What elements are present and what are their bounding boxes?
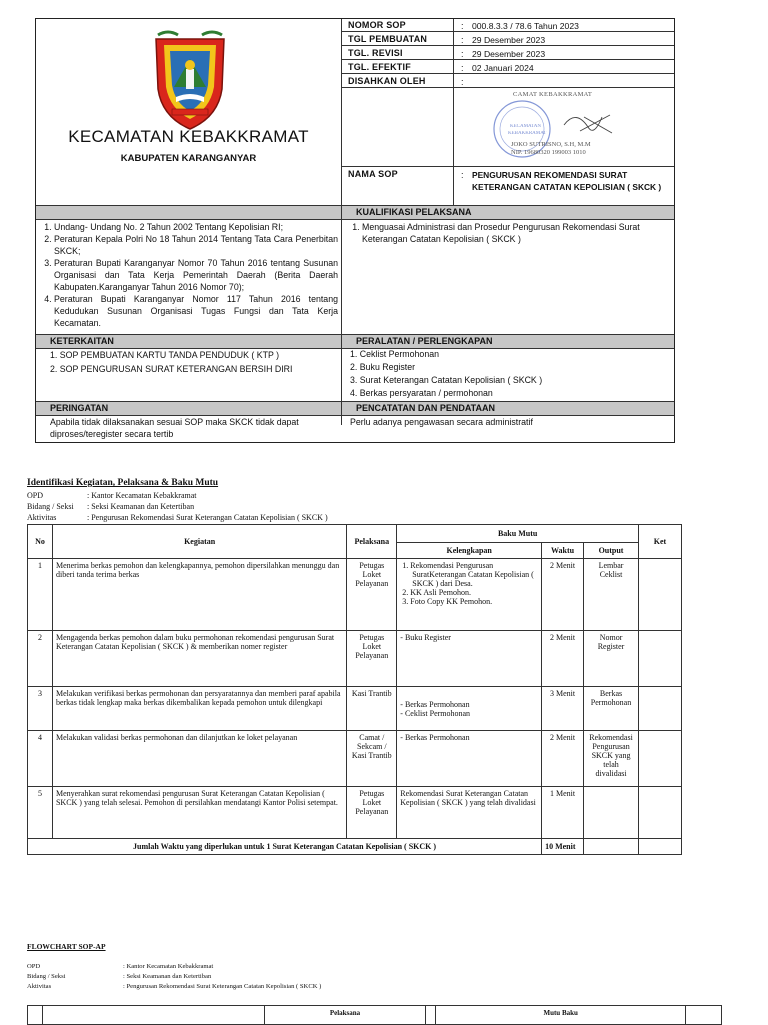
kabupaten-emblem-logo bbox=[148, 29, 232, 131]
row-kegiatan: Menyerahkan surat rekomendasi pengurusan Surat Keterangan Catatan Kepolisian ( SKCK ) yang telah selesai. Pemohon di persilahkan mendatangi Kantor Polisi setempat. bbox=[52, 787, 346, 839]
kualifikasi-item: 1. Menguasai Administrasi dan Prosedur Pengurusan Rekomendasi Surat Keterangan Catatan Kepolisian ( SKCK ) bbox=[362, 221, 670, 245]
row-waktu: 2 Menit bbox=[542, 559, 584, 631]
dasar-hukum-item: 4. Peraturan Bupati Karanganyar Nomor 117 Tahun 2016 tentang Kedudukan Susunan Organisasi Tugas Fungsi dan Tata Kerja Kecamatan. bbox=[54, 293, 338, 329]
row-ket bbox=[639, 559, 682, 631]
dasar-hukum-band bbox=[36, 206, 341, 219]
row-ket bbox=[639, 687, 682, 731]
col-header-kegiatan: Kegiatan bbox=[52, 525, 346, 559]
row-waktu: 2 Menit bbox=[542, 631, 584, 687]
table-row bbox=[28, 787, 682, 839]
org-title: KECAMATAN KEBAKKRAMAT bbox=[68, 127, 309, 146]
row-no: 2 bbox=[28, 631, 53, 687]
row-pelaksana: Camat / Sekcam / Kasi Trantib bbox=[347, 731, 397, 787]
peralatan-item: 3. Surat Keterangan Catatan Kepolisian ( SKCK ) bbox=[350, 375, 543, 385]
row-kelengkapan: - Berkas Permohonan bbox=[397, 731, 542, 787]
row-no: 5 bbox=[28, 787, 53, 839]
row-waktu: 3 Menit bbox=[542, 687, 584, 731]
nama-sop-value: PENGURUSAN REKOMENDASI SURAT KETERANGAN CATATAN KEPOLISIAN ( SKCK ) bbox=[472, 170, 662, 192]
info-key: Bidang / Seksi bbox=[27, 502, 74, 511]
row-output bbox=[584, 787, 639, 839]
kelengkapan-item: 1. Rekomendasi Pengurusan SuratKeterangan Catatan Kepolisian ( SKCK ) dari Desa. bbox=[402, 561, 534, 588]
org-subtitle: KABUPATEN KARANGANYAR bbox=[120, 153, 257, 164]
pencatatan-text: Perlu adanya pengawasan secara administratif bbox=[350, 417, 533, 427]
dasar-hukum-item: 3. Peraturan Bupati Karanganyar Nomor 70 Tahun 2016 tentang Susunan Organisasi dan Tata Kerja Pemerintah Daerah (Berita Daerah Kabupaten.Karanganyar Tahun 2016 Nomor 70); bbox=[54, 257, 338, 293]
keterkaitan-label: KETERKAITAN bbox=[36, 335, 341, 348]
row-pelaksana: Petugas Loket Pelayanan bbox=[347, 631, 397, 687]
row-kelengkapan: - Buku Register bbox=[397, 631, 542, 687]
flowchart-title: FLOWCHART SOP-AP bbox=[27, 942, 106, 951]
dasar-hukum-item: 2. Peraturan Kepala Polri No 18 Tahun 2014 Tentang Tata Cara Penerbitan SKCK; bbox=[54, 233, 338, 257]
flow-col-pelaksana: Pelaksana bbox=[264, 1006, 426, 1025]
kualifikasi-label: KUALIFIKASI PELAKSANA bbox=[342, 206, 674, 219]
peralatan-label: PERALATAN / PERLENGKAPAN bbox=[342, 335, 674, 348]
row-pelaksana: Petugas Loket Pelayanan bbox=[347, 787, 397, 839]
info-value: : Seksi Keamanan dan Ketertiban bbox=[87, 502, 195, 511]
col-header-ket: Ket bbox=[639, 525, 682, 559]
row-kelengkapan: Rekomendasi Surat Keterangan Catatan Kepolisian ( SKCK ) yang telah divalidasi bbox=[397, 787, 542, 839]
row-kegiatan: Mengagenda berkas pemohon dalam buku permohonan rekomendasi pengurusan Surat Keterangan Catatan Kepolisian ( SKCK ) & memberikan nomer register bbox=[52, 631, 346, 687]
info-value: : Kantor Kecamatan Kebakkramat bbox=[87, 491, 197, 500]
kelengkapan-item: - Ceklist Permohonan bbox=[400, 708, 471, 718]
row-no: 4 bbox=[28, 731, 53, 787]
total-empty-ket bbox=[639, 839, 682, 855]
meta-label-tgl-revisi: TGL. REVISI bbox=[348, 48, 403, 58]
info-value: : Pengurusan Rekomendasi Surat Keterangan Catatan Kepolisian ( SKCK ) bbox=[87, 513, 328, 522]
meta-value-tgl-pembuatan: 29 Desember 2023 bbox=[472, 35, 546, 45]
flow-col-mutu-baku: Mutu Baku bbox=[436, 1006, 686, 1025]
col-header-output: Output bbox=[584, 543, 639, 559]
row-kegiatan: Menerima berkas pemohon dan kelengkapannya, pemohon dipersilahkan menunggu dan diberi tanda terima berkas bbox=[52, 559, 346, 631]
row-pelaksana: Kasi Trantib bbox=[347, 687, 397, 731]
stamp-nip: NIP. 19680320 199003 1010 bbox=[511, 149, 586, 156]
row-ket bbox=[639, 731, 682, 787]
kelengkapan-item: - Berkas Permohonan bbox=[400, 699, 470, 709]
kualifikasi-list bbox=[348, 221, 670, 245]
row-kelengkapan bbox=[397, 559, 542, 631]
peralatan-item: 4. Berkas persyaratan / permohonan bbox=[350, 388, 493, 398]
info-key: Aktivitas bbox=[27, 513, 57, 522]
info-key: Bidang / Seksi bbox=[27, 973, 66, 980]
identifikasi-table bbox=[27, 524, 682, 855]
dasar-hukum-item: 1. Undang- Undang No. 2 Tahun 2002 Tentang Kepolisian RI; bbox=[54, 221, 338, 233]
row-ket bbox=[639, 631, 682, 687]
info-value: : Seksi Keamanan dan Ketertiban bbox=[123, 973, 212, 980]
flowchart-table bbox=[27, 1005, 722, 1025]
meta-label-tgl-pembuatan: TGL PEMBUATAN bbox=[348, 34, 428, 44]
peringatan-label: PERINGATAN bbox=[36, 402, 341, 415]
flow-col-no bbox=[28, 1006, 43, 1025]
meta-value-nomor-sop: 000.8.3.3 / 78.6 Tahun 2023 bbox=[472, 21, 579, 31]
row-output: Berkas Permohonan bbox=[584, 687, 639, 731]
total-value: 10 Menit bbox=[542, 839, 584, 855]
row-waktu: 1 Menit bbox=[542, 787, 584, 839]
col-header-kelengkapan: Kelengkapan bbox=[397, 543, 542, 559]
table-row bbox=[28, 731, 682, 787]
row-output: Lembar Ceklist bbox=[584, 559, 639, 631]
col-header-baku-mutu: Baku Mutu bbox=[397, 525, 639, 543]
col-header-waktu: Waktu bbox=[542, 543, 584, 559]
stamp-official-name: JOKO SUTRISNO, S.H, M.M bbox=[511, 141, 591, 148]
meta-label-tgl-efektif: TGL. EFEKTIF bbox=[348, 62, 411, 72]
info-key: OPD bbox=[27, 491, 44, 500]
identifikasi-title: Identifikasi Kegiatan, Pelaksana & Baku Mutu bbox=[27, 478, 219, 488]
row-output: Rekomendasi Pengurusan SKCK yang telah divalidasi bbox=[584, 731, 639, 787]
identifikasi-info bbox=[27, 490, 328, 523]
peralatan-item: 2. Buku Register bbox=[350, 362, 416, 372]
table-row bbox=[28, 631, 682, 687]
row-kegiatan: Melakukan verifikasi berkas permohonan dan persyaratannya dan memberi paraf apabila berkas tidak lengkap maka berkas dikembalikan kepada pemohon untuk dilengkapi bbox=[52, 687, 346, 731]
meta-value-tgl-revisi: 29 Desember 2023 bbox=[472, 49, 546, 59]
row-kegiatan: Melakukan validasi berkas permohonan dan dilanjutkan ke loket pelayanan bbox=[52, 731, 346, 787]
col-header-pelaksana: Pelaksana bbox=[347, 525, 397, 559]
row-kelengkapan bbox=[397, 687, 542, 731]
pencatatan-label: PENCATATAN DAN PENDATAAN bbox=[342, 402, 674, 415]
table-row bbox=[28, 559, 682, 631]
keterkaitan-item: 1. SOP PEMBUATAN KARTU TANDA PENDUDUK ( KTP ) bbox=[50, 350, 280, 360]
svg-text:KEBAKKRAMAT: KEBAKKRAMAT bbox=[508, 131, 547, 136]
peralatan-item: 1. Ceklist Permohonan bbox=[350, 349, 439, 359]
total-empty-output bbox=[584, 839, 639, 855]
row-ket bbox=[639, 787, 682, 839]
sop-header-table: KECAMATAN KEBAKKRAMAT KABUPATEN KARANGANYAR NOMOR SOP : 000.8.3.3 / 78.6 Tahun 2023 TGL PEMBUATAN : 29 Desember 2023 TGL. REVISI : 29 Desember 2023 TGL. EFEKTIF : 02 Januari 2024 DISAHKAN OLEH : KECAMATAN KEBAKKRAMAT CAMAT KEBAKKRAMAT JOKO SUTRISNO, S.H, M.M NIP. 19680320 199003 1010 NAMA SOP : PENGURUSAN REKOMENDASI SURAT KETERANGAN CATATAN KEPOLISIAN ( SKCK ) KUALIFIKASI PELAKSANA 1. Undang- Undang No. 2 Tahun 2002 Tentang Kepolisian RI; 2. Peraturan Kepala Polri No 18 Tahun 2014 Tentang Tata Cara Penerbitan SKCK; 3. Peraturan Bupati Karanganyar Nomor 70 Tahun 2016 tentang Susunan Organisasi dan Tata Kerja Pemerintah Daerah (Berita Daerah Kabupaten.Karanganyar Tahun 2016 Nomor 70); 4. Peraturan Bupati Karanganyar Nomor 117 Tahun 2016 tentang Kedudukan Susunan Organisasi Tugas Fungsi dan Tata Kerja Kecamatan. 1. Menguasai Administrasi dan Prosedur Pengurusan Rekomendasi Surat Keterangan Catatan Kepolisian ( SKCK ) KETERKAITAN PERALATAN / PERLENGKAPAN 1. SOP PEMBUATAN KARTU TANDA PENDUDUK ( KTP ) 2. SOP PENGURUSAN SURAT KETERANGAN BERSIH DIRI 1. Ceklist Permohonan 2. Buku Register 3. Surat Keterangan Catatan Kepolisian ( SKCK ) 4. Berkas persyaratan / permohonan PERINGATAN PENCATATAN DAN PENDATAAN Apabila tidak dilaksanakan sesuai SOP maka SKCK tidak dapat diproses/teregister secara tertib Perlu adanya pengawasan secara administratif bbox=[35, 18, 675, 443]
peringatan-text: Apabila tidak dilaksanakan sesuai SOP maka SKCK tidak dapat diproses/teregister secara tertib bbox=[50, 417, 299, 439]
kelengkapan-item: 2. KK Asli Pemohon. bbox=[402, 588, 471, 597]
meta-label-disahkan-oleh: DISAHKAN OLEH bbox=[348, 76, 426, 86]
table-row bbox=[28, 687, 682, 731]
keterkaitan-item: 2. SOP PENGURUSAN SURAT KETERANGAN BERSIH DIRI bbox=[50, 364, 293, 374]
row-pelaksana: Petugas Loket Pelayanan bbox=[347, 559, 397, 631]
nama-sop-label: NAMA SOP bbox=[348, 169, 398, 179]
row-no: 3 bbox=[28, 687, 53, 731]
flow-col-gap bbox=[426, 1006, 436, 1025]
dasar-hukum-list bbox=[40, 221, 338, 329]
info-value: : Kantor Kecamatan Kebakkramat bbox=[123, 963, 214, 970]
col-header-no: No bbox=[28, 525, 53, 559]
stamp-title: CAMAT KEBAKKRAMAT bbox=[513, 91, 593, 98]
info-key: OPD bbox=[27, 963, 41, 970]
info-value: : Pengurusan Rekomendasi Surat Keterangan Catatan Kepolisian ( SKCK ) bbox=[123, 983, 322, 990]
kelengkapan-item: 3. Foto Copy KK Pemohon. bbox=[402, 597, 493, 606]
flow-col-ket bbox=[686, 1006, 722, 1025]
meta-value-tgl-efektif: 02 Januari 2024 bbox=[472, 63, 534, 73]
row-output: Nomor Register bbox=[584, 631, 639, 687]
meta-label-nomor-sop: NOMOR SOP bbox=[348, 20, 406, 30]
peralatan-list bbox=[350, 348, 670, 400]
keterkaitan-list bbox=[50, 348, 338, 376]
total-row bbox=[28, 839, 682, 855]
total-label: Jumlah Waktu yang diperlukan untuk 1 Surat Keterangan Catatan Kepolisian ( SKCK ) bbox=[28, 839, 542, 855]
svg-text:KECAMATAN: KECAMATAN bbox=[510, 124, 541, 129]
flow-col-kegiatan bbox=[42, 1006, 264, 1025]
info-key: Aktivitas bbox=[27, 983, 52, 990]
flowchart-info bbox=[27, 962, 321, 992]
row-waktu: 2 Menit bbox=[542, 731, 584, 787]
row-no: 1 bbox=[28, 559, 53, 631]
